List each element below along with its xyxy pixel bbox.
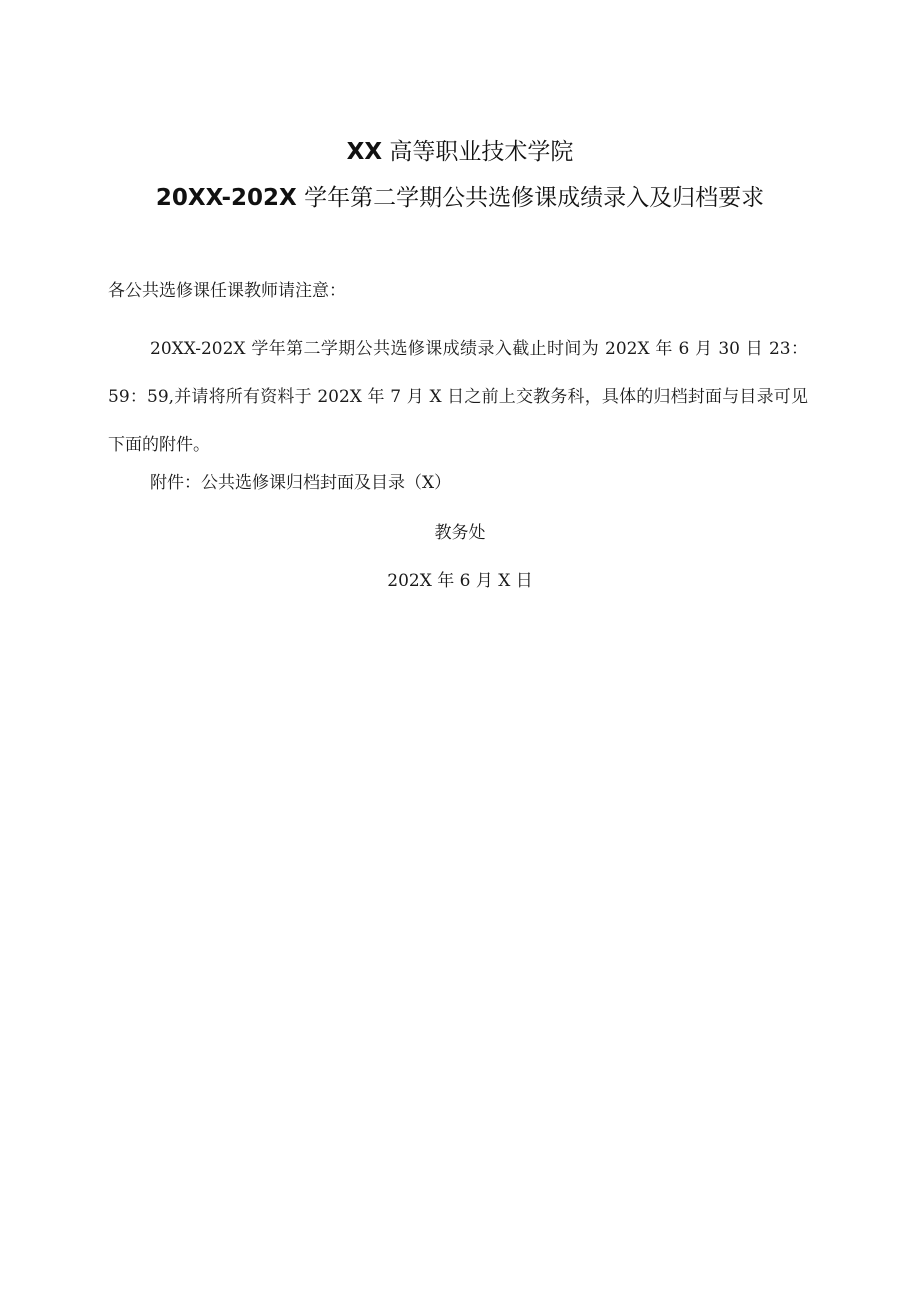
title-school-code: XX [346,139,383,165]
notice-paragraph: 20XX-202X 学年第二学期公共选修课成绩录入截止时间为 202X 年 6 月 30 日 23：59：59,并请将所有资料于 202X 年 7 月 X 日之前上交教务科，具体的归档封面与目录可见下面的附件。 [108,339,808,455]
document-title-school [0,137,920,167]
title-subject-text: 学年第二学期公共选修课成绩录入及归档要求 [296,185,765,211]
salutation: 各公共选修课任课教师请注意： [108,281,346,301]
attachment-line: 附件：公共选修课归档封面及目录（X） [150,473,452,493]
signature-office: 教务处 [434,523,486,543]
title-school-name: 高等职业技术学院 [382,139,574,165]
title-academic-year: 20XX-202X [155,185,297,211]
signature-date: 202X 年 6 月 X 日 [387,571,533,591]
document-title-subject [0,183,920,213]
